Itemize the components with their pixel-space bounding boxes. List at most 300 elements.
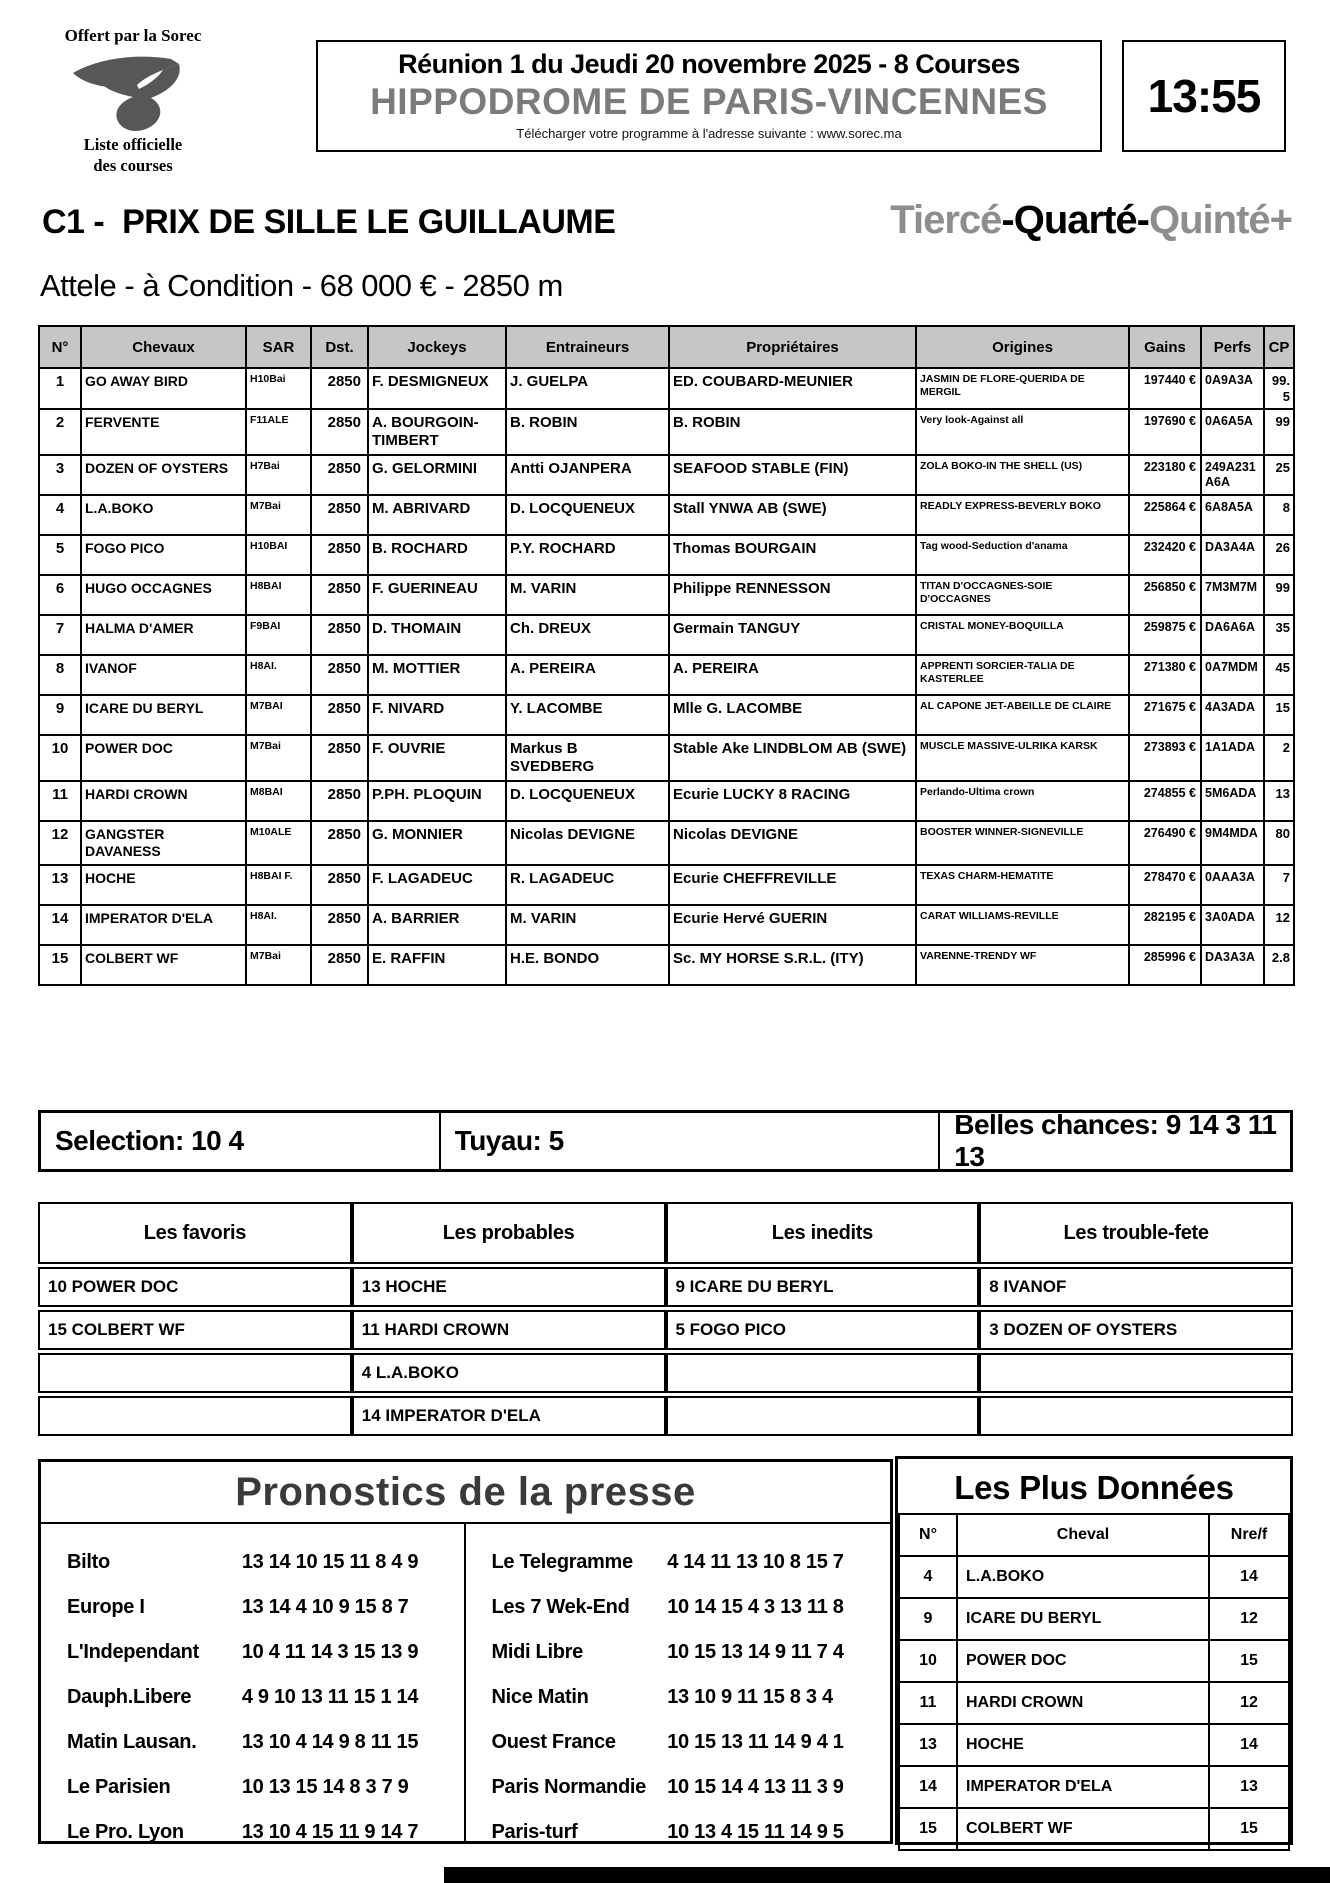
runner-sar: H10BAI: [246, 535, 311, 575]
newspaper-name: L'Independant: [67, 1641, 199, 1663]
chances-trouble-fete-cell: [979, 1396, 1293, 1436]
runner-horse-name: POWER DOC: [81, 735, 246, 781]
plus-horse-number: 10: [899, 1640, 957, 1682]
race-time-box: [1122, 40, 1286, 152]
runner-jockey: F. NIVARD: [368, 695, 506, 735]
runner-origins: Very look-Against all: [916, 409, 1129, 455]
runner-row: [39, 455, 1294, 495]
runner-trainer: Nicolas DEVIGNE: [506, 821, 669, 865]
runner-perfs: 249A231A6A: [1201, 455, 1264, 495]
runner-perfs: DA3A3A: [1201, 945, 1264, 985]
runner-row: [39, 575, 1294, 615]
runner-horse-name: GANGSTER DAVANESS: [81, 821, 246, 865]
runner-perfs: 0A7MDM: [1201, 655, 1264, 695]
runner-horse-name: GO AWAY BIRD: [81, 368, 246, 409]
press-panel: [38, 1459, 893, 1844]
runner-distance: 2850: [311, 535, 368, 575]
runner-cp: 35: [1264, 615, 1294, 655]
runner-origins: Tag wood-Seduction d'anama: [916, 535, 1129, 575]
runner-sar: H7Bai: [246, 455, 311, 495]
runner-jockey: E. RAFFIN: [368, 945, 506, 985]
newspaper-name: Midi Libre: [491, 1641, 583, 1663]
runner-earnings: 282195 €: [1129, 905, 1201, 945]
runner-number: 9: [39, 695, 81, 735]
runner-owner: Thomas BOURGAIN: [669, 535, 916, 575]
runner-trainer: J. GUELPA: [506, 368, 669, 409]
bet-quarte: -Quarté-: [1001, 198, 1149, 242]
col-header-chevaux: Chevaux: [81, 326, 246, 368]
chances-inedits-cell: [666, 1353, 980, 1393]
meeting-title: Réunion 1 du Jeudi 20 novembre 2025 - 8 Courses: [398, 49, 1020, 79]
selection-label: Selection: 10 4: [41, 1113, 441, 1169]
press-row: [492, 1630, 883, 1675]
runner-jockey: F. DESMIGNEUX: [368, 368, 506, 409]
runners-table: [38, 325, 1295, 986]
runner-cp: 99: [1264, 575, 1294, 615]
runner-trainer: M. VARIN: [506, 905, 669, 945]
plus-horse-number: 4: [899, 1556, 957, 1598]
col-header-proprietaires: Propriétaires: [669, 326, 916, 368]
runner-sar: M7Bai: [246, 945, 311, 985]
press-row: [492, 1675, 883, 1720]
runner-jockey: M. MOTTIER: [368, 655, 506, 695]
plus-nref-value: 15: [1209, 1640, 1289, 1682]
runner-jockey: F. OUVRIE: [368, 735, 506, 781]
runner-owner: Mlle G. LACOMBE: [669, 695, 916, 735]
col-header-favoris: Les favoris: [38, 1202, 352, 1264]
runner-jockey: M. ABRIVARD: [368, 495, 506, 535]
runner-earnings: 232420 €: [1129, 535, 1201, 575]
col-header-entraineurs: Entraineurs: [506, 326, 669, 368]
press-columns: [41, 1524, 890, 1841]
press-title: Pronostics de la presse: [41, 1462, 890, 1524]
race-time: 13:55: [1147, 70, 1261, 122]
runner-row: [39, 495, 1294, 535]
runner-earnings: 278470 €: [1129, 865, 1201, 905]
chances-probables-cell: 14 IMPERATOR D'ELA: [352, 1396, 666, 1436]
runner-sar: F11ALE: [246, 409, 311, 455]
runner-cp: 99: [1264, 409, 1294, 455]
col-header-gains: Gains: [1129, 326, 1201, 368]
runner-row: [39, 905, 1294, 945]
runner-horse-name: FERVENTE: [81, 409, 246, 455]
runner-trainer: M. VARIN: [506, 575, 669, 615]
runner-trainer: A. PEREIRA: [506, 655, 669, 695]
runner-horse-name: IMPERATOR D'ELA: [81, 905, 246, 945]
runner-trainer: Y. LACOMBE: [506, 695, 669, 735]
runner-distance: 2850: [311, 575, 368, 615]
tuyau-label: Tuyau: 5: [441, 1113, 941, 1169]
runner-owner: Philippe RENNESSON: [669, 575, 916, 615]
chances-favoris-cell: [38, 1396, 352, 1436]
runner-perfs: 6A8A5A: [1201, 495, 1264, 535]
runner-sar: M7Bai: [246, 495, 311, 535]
runner-number: 2: [39, 409, 81, 455]
runner-earnings: 271675 €: [1129, 695, 1201, 735]
plus-donnees-row: [899, 1682, 1289, 1724]
plus-donnees-header: [899, 1514, 1289, 1556]
chances-inedits-cell: 9 ICARE DU BERYL: [666, 1267, 980, 1307]
runner-trainer: D. LOCQUENEUX: [506, 495, 669, 535]
runner-jockey: A. BOURGOIN-TIMBERT: [368, 409, 506, 455]
runner-row: [39, 655, 1294, 695]
plus-nref-value: 14: [1209, 1556, 1289, 1598]
runner-perfs: 4A3ADA: [1201, 695, 1264, 735]
plus-nref-value: 12: [1209, 1598, 1289, 1640]
runner-row: [39, 821, 1294, 865]
press-row: [492, 1765, 883, 1810]
runner-origins: MUSCLE MASSIVE-ULRIKA KARSK: [916, 735, 1129, 781]
runner-cp: 13: [1264, 781, 1294, 821]
newspaper-picks: 10 13 4 15 11 14 9 5: [667, 1821, 844, 1843]
chances-row: [38, 1353, 1293, 1393]
runner-origins: VARENNE-TRENDY WF: [916, 945, 1129, 985]
runner-distance: 2850: [311, 615, 368, 655]
runner-row: [39, 781, 1294, 821]
runner-earnings: 197690 €: [1129, 409, 1201, 455]
newspaper-picks: 10 4 11 14 3 15 13 9: [241, 1641, 419, 1663]
runner-perfs: 0A6A5A: [1201, 409, 1264, 455]
press-row: [492, 1540, 883, 1585]
runner-jockey: A. BARRIER: [368, 905, 506, 945]
runner-distance: 2850: [311, 368, 368, 409]
runner-perfs: 9M4MDA: [1201, 821, 1264, 865]
plus-horse-name: IMPERATOR D'ELA: [957, 1766, 1209, 1808]
runner-horse-name: L.A.BOKO: [81, 495, 246, 535]
runner-cp: 25: [1264, 455, 1294, 495]
chances-table-body: [38, 1267, 1293, 1436]
runner-owner: Stall YNWA AB (SWE): [669, 495, 916, 535]
runner-distance: 2850: [311, 735, 368, 781]
runner-row: [39, 535, 1294, 575]
belles-chances-label: Belles chances: 9 14 3 11 13: [954, 1109, 1277, 1172]
runner-sar: H8AI.: [246, 905, 311, 945]
runner-origins: TITAN D'OCCAGNES-SOIE D'OCCAGNES: [916, 575, 1129, 615]
chances-favoris-cell: [38, 1353, 352, 1393]
runner-cp: 12: [1264, 905, 1294, 945]
runner-number: 8: [39, 655, 81, 695]
press-row: [67, 1720, 456, 1765]
newspaper-name: Bilto: [67, 1551, 110, 1573]
runner-earnings: 273893 €: [1129, 735, 1201, 781]
runner-horse-name: HALMA D'AMER: [81, 615, 246, 655]
plus-donnees-body: [899, 1556, 1289, 1850]
bet-tierce: Tiercé: [890, 198, 1002, 242]
newspaper-name: Paris-turf: [491, 1821, 578, 1843]
col-header-plus-num: N°: [899, 1514, 957, 1556]
newspaper-name: Les 7 Wek-End: [491, 1596, 630, 1618]
runner-owner: Ecurie LUCKY 8 RACING: [669, 781, 916, 821]
runner-distance: 2850: [311, 945, 368, 985]
runner-owner: Germain TANGUY: [669, 615, 916, 655]
press-row: [67, 1675, 456, 1720]
runner-cp: 7: [1264, 865, 1294, 905]
runner-trainer: P.Y. ROCHARD: [506, 535, 669, 575]
runner-number: 11: [39, 781, 81, 821]
newspaper-name: Paris Normandie: [491, 1776, 646, 1798]
press-row: [492, 1810, 883, 1855]
plus-horse-name: COLBERT WF: [957, 1808, 1209, 1850]
newspaper-name: Europe I: [67, 1596, 145, 1618]
runner-origins: APPRENTI SORCIER-TALIA DE KASTERLEE: [916, 655, 1129, 695]
runner-trainer: H.E. BONDO: [506, 945, 669, 985]
runner-sar: H8BAI: [246, 575, 311, 615]
sorec-logo-block: [42, 26, 224, 176]
runner-row: [39, 368, 1294, 409]
bottom-scan-bar: [444, 1867, 1330, 1883]
newspaper-name: Le Telegramme: [491, 1551, 633, 1573]
newspaper-name: Matin Lausan.: [67, 1731, 197, 1753]
meeting-header-box: [316, 40, 1102, 152]
runner-distance: 2850: [311, 655, 368, 695]
plus-donnees-row: [899, 1724, 1289, 1766]
selection-strip: [38, 1110, 1293, 1172]
chances-table: [38, 1199, 1293, 1439]
runner-distance: 2850: [311, 455, 368, 495]
newspaper-picks: 13 10 4 15 11 9 14 7: [241, 1821, 419, 1843]
col-header-cp: CP: [1264, 326, 1294, 368]
plus-donnees-row: [899, 1808, 1289, 1850]
runner-horse-name: HOCHE: [81, 865, 246, 905]
runner-number: 14: [39, 905, 81, 945]
press-row: [67, 1540, 456, 1585]
runner-origins: CARAT WILLIAMS-REVILLE: [916, 905, 1129, 945]
chances-probables-cell: 11 HARDI CROWN: [352, 1310, 666, 1350]
plus-horse-number: 13: [899, 1724, 957, 1766]
runner-cp: 99.5: [1264, 368, 1294, 409]
logo-offered-by-label: Offert par la Sorec: [64, 26, 202, 45]
newspaper-name: Nice Matin: [491, 1686, 589, 1708]
plus-horse-name: POWER DOC: [957, 1640, 1209, 1682]
runner-number: 1: [39, 368, 81, 409]
race-title-line: [42, 198, 1292, 243]
runner-row: [39, 865, 1294, 905]
press-row: [67, 1585, 456, 1630]
plus-donnees-table: [898, 1513, 1290, 1851]
chances-favoris-cell: 15 COLBERT WF: [38, 1310, 352, 1350]
race-conditions: Attele - à Condition - 68 000 € - 2850 m: [40, 268, 563, 303]
runner-trainer: D. LOCQUENEUX: [506, 781, 669, 821]
runner-jockey: G. GELORMINI: [368, 455, 506, 495]
col-header-inedits: Les inedits: [666, 1202, 980, 1264]
plus-donnees-panel: [895, 1456, 1293, 1845]
col-header-trouble-fete: Les trouble-fete: [979, 1202, 1293, 1264]
plus-nref-value: 15: [1209, 1808, 1289, 1850]
plus-donnees-row: [899, 1766, 1289, 1808]
runner-number: 6: [39, 575, 81, 615]
runner-owner: Ecurie Hervé GUERIN: [669, 905, 916, 945]
runner-number: 3: [39, 455, 81, 495]
newspaper-name: Dauph.Libere: [67, 1686, 192, 1708]
chances-favoris-cell: 10 POWER DOC: [38, 1267, 352, 1307]
runner-horse-name: COLBERT WF: [81, 945, 246, 985]
chances-table-header: [38, 1202, 1293, 1264]
runner-origins: TEXAS CHARM-HEMATITE: [916, 865, 1129, 905]
runner-number: 13: [39, 865, 81, 905]
bet-quinte: Quinté+: [1148, 198, 1292, 242]
logo-official-list-line1: Liste officielle: [83, 135, 183, 154]
col-header-sar: SAR: [246, 326, 311, 368]
runner-number: 5: [39, 535, 81, 575]
plus-donnees-row: [899, 1598, 1289, 1640]
chances-probables-cell: 4 L.A.BOKO: [352, 1353, 666, 1393]
runner-owner: Ecurie CHEFFREVILLE: [669, 865, 916, 905]
plus-donnees-row: [899, 1556, 1289, 1598]
runner-number: 7: [39, 615, 81, 655]
runner-origins: ZOLA BOKO-IN THE SHELL (US): [916, 455, 1129, 495]
chances-inedits-cell: 5 FOGO PICO: [666, 1310, 980, 1350]
runner-earnings: 276490 €: [1129, 821, 1201, 865]
plus-donnees-row: [899, 1640, 1289, 1682]
runner-origins: READLY EXPRESS-BEVERLY BOKO: [916, 495, 1129, 535]
press-row: [492, 1720, 883, 1765]
runner-horse-name: IVANOF: [81, 655, 246, 695]
runner-sar: M10ALE: [246, 821, 311, 865]
plus-nref-value: 14: [1209, 1724, 1289, 1766]
chances-probables-cell: 13 HOCHE: [352, 1267, 666, 1307]
runner-perfs: 0AAA3A: [1201, 865, 1264, 905]
runner-owner: ED. COUBARD-MEUNIER: [669, 368, 916, 409]
runner-distance: 2850: [311, 409, 368, 455]
runner-sar: H8AI.: [246, 655, 311, 695]
runner-trainer: Ch. DREUX: [506, 615, 669, 655]
runners-table-body: [39, 368, 1294, 985]
col-header-jockeys: Jockeys: [368, 326, 506, 368]
runner-origins: BOOSTER WINNER-SIGNEVILLE: [916, 821, 1129, 865]
runner-owner: A. PEREIRA: [669, 655, 916, 695]
runner-sar: H8BAI F.: [246, 865, 311, 905]
runner-owner: Sc. MY HORSE S.R.L. (ITY): [669, 945, 916, 985]
press-row: [67, 1630, 456, 1675]
runner-cp: 2: [1264, 735, 1294, 781]
plus-horse-number: 14: [899, 1766, 957, 1808]
runner-jockey: P.PH. PLOQUIN: [368, 781, 506, 821]
runner-jockey: D. THOMAIN: [368, 615, 506, 655]
logo-official-list-line2: des courses: [93, 155, 173, 175]
runner-origins: Perlando-Ultima crown: [916, 781, 1129, 821]
runner-horse-name: FOGO PICO: [81, 535, 246, 575]
runner-owner: Stable Ake LINDBLOM AB (SWE): [669, 735, 916, 781]
chances-row: [38, 1310, 1293, 1350]
runner-owner: Nicolas DEVIGNE: [669, 821, 916, 865]
chances-row: [38, 1396, 1293, 1436]
runner-sar: M7BAI: [246, 695, 311, 735]
runner-distance: 2850: [311, 695, 368, 735]
newspaper-picks: 4 9 10 13 11 15 1 14: [241, 1686, 419, 1708]
plus-nref-value: 13: [1209, 1766, 1289, 1808]
runner-earnings: 271380 €: [1129, 655, 1201, 695]
runner-horse-name: ICARE DU BERYL: [81, 695, 246, 735]
newspaper-picks: 13 10 4 14 9 8 11 15: [241, 1731, 419, 1753]
chances-trouble-fete-cell: 8 IVANOF: [979, 1267, 1293, 1307]
runner-owner: B. ROBIN: [669, 409, 916, 455]
newspaper-name: Le Parisien: [67, 1776, 171, 1798]
runner-earnings: 259875 €: [1129, 615, 1201, 655]
plus-horse-name: HARDI CROWN: [957, 1682, 1209, 1724]
plus-horse-name: ICARE DU BERYL: [957, 1598, 1209, 1640]
runner-sar: M7Bai: [246, 735, 311, 781]
runner-perfs: 5M6ADA: [1201, 781, 1264, 821]
runner-trainer: Markus B SVEDBERG: [506, 735, 669, 781]
newspaper-picks: 10 15 13 11 14 9 4 1: [667, 1731, 844, 1753]
bet-types-label: [890, 198, 1292, 243]
runner-row: [39, 615, 1294, 655]
runner-row: [39, 695, 1294, 735]
runner-earnings: 223180 €: [1129, 455, 1201, 495]
race-title: C1 - PRIX DE SILLE LE GUILLAUME: [42, 203, 616, 241]
runner-jockey: B. ROCHARD: [368, 535, 506, 575]
plus-horse-number: 11: [899, 1682, 957, 1724]
runner-trainer: R. LAGADEUC: [506, 865, 669, 905]
runner-row: [39, 735, 1294, 781]
newspaper-picks: 10 15 14 4 13 11 3 9: [667, 1776, 844, 1798]
venue-title: HIPPODROME DE PARIS-VINCENNES: [370, 81, 1048, 122]
runner-earnings: 285996 €: [1129, 945, 1201, 985]
runner-number: 4: [39, 495, 81, 535]
runner-cp: 80: [1264, 821, 1294, 865]
runner-origins: AL CAPONE JET-ABEILLE DE CLAIRE: [916, 695, 1129, 735]
runner-distance: 2850: [311, 905, 368, 945]
col-header-dst: Dst.: [311, 326, 368, 368]
runner-origins: JASMIN DE FLORE-QUERIDA DE MERGIL: [916, 368, 1129, 409]
runner-perfs: DA6A6A: [1201, 615, 1264, 655]
plus-horse-number: 15: [899, 1808, 957, 1850]
download-note: Télécharger votre programme à l'adresse suivante : www.sorec.ma: [516, 126, 902, 141]
col-header-perfs: Perfs: [1201, 326, 1264, 368]
press-column-left: [41, 1524, 466, 1841]
runner-trainer: Antti OJANPERA: [506, 455, 669, 495]
runner-cp: 45: [1264, 655, 1294, 695]
runner-jockey: F. GUERINEAU: [368, 575, 506, 615]
runner-jockey: G. MONNIER: [368, 821, 506, 865]
runner-cp: 15: [1264, 695, 1294, 735]
newspaper-picks: 10 14 15 4 3 13 11 8: [667, 1596, 844, 1618]
plus-horse-number: 9: [899, 1598, 957, 1640]
col-header-origines: Origines: [916, 326, 1129, 368]
runner-distance: 2850: [311, 865, 368, 905]
runner-number: 12: [39, 821, 81, 865]
chances-row: [38, 1267, 1293, 1307]
runner-perfs: DA3A4A: [1201, 535, 1264, 575]
runner-sar: F9BAI: [246, 615, 311, 655]
runner-row: [39, 409, 1294, 455]
runner-sar: M8BAI: [246, 781, 311, 821]
runner-row: [39, 945, 1294, 985]
press-row: [67, 1810, 456, 1855]
runner-earnings: 256850 €: [1129, 575, 1201, 615]
plus-nref-value: 12: [1209, 1682, 1289, 1724]
runners-table-header: [39, 326, 1294, 368]
runner-distance: 2850: [311, 495, 368, 535]
col-header-plus-nref: Nre/f: [1209, 1514, 1289, 1556]
runner-earnings: 225864 €: [1129, 495, 1201, 535]
chances-inedits-cell: [666, 1396, 980, 1436]
runner-perfs: 7M3M7M: [1201, 575, 1264, 615]
sorec-horse-icon: [67, 49, 199, 135]
newspaper-picks: 10 13 15 14 8 3 7 9: [241, 1776, 409, 1798]
runner-number: 15: [39, 945, 81, 985]
runner-horse-name: HARDI CROWN: [81, 781, 246, 821]
newspaper-picks: 13 14 4 10 9 15 8 7: [241, 1596, 409, 1618]
col-header-num: N°: [39, 326, 81, 368]
runner-perfs: 0A9A3A: [1201, 368, 1264, 409]
runner-horse-name: DOZEN OF OYSTERS: [81, 455, 246, 495]
runner-sar: H10Bai: [246, 368, 311, 409]
plus-horse-name: HOCHE: [957, 1724, 1209, 1766]
newspaper-picks: 13 10 9 11 15 8 3 4: [667, 1686, 833, 1708]
newspaper-picks: 4 14 11 13 10 8 15 7: [667, 1551, 844, 1573]
press-row: [492, 1585, 883, 1630]
